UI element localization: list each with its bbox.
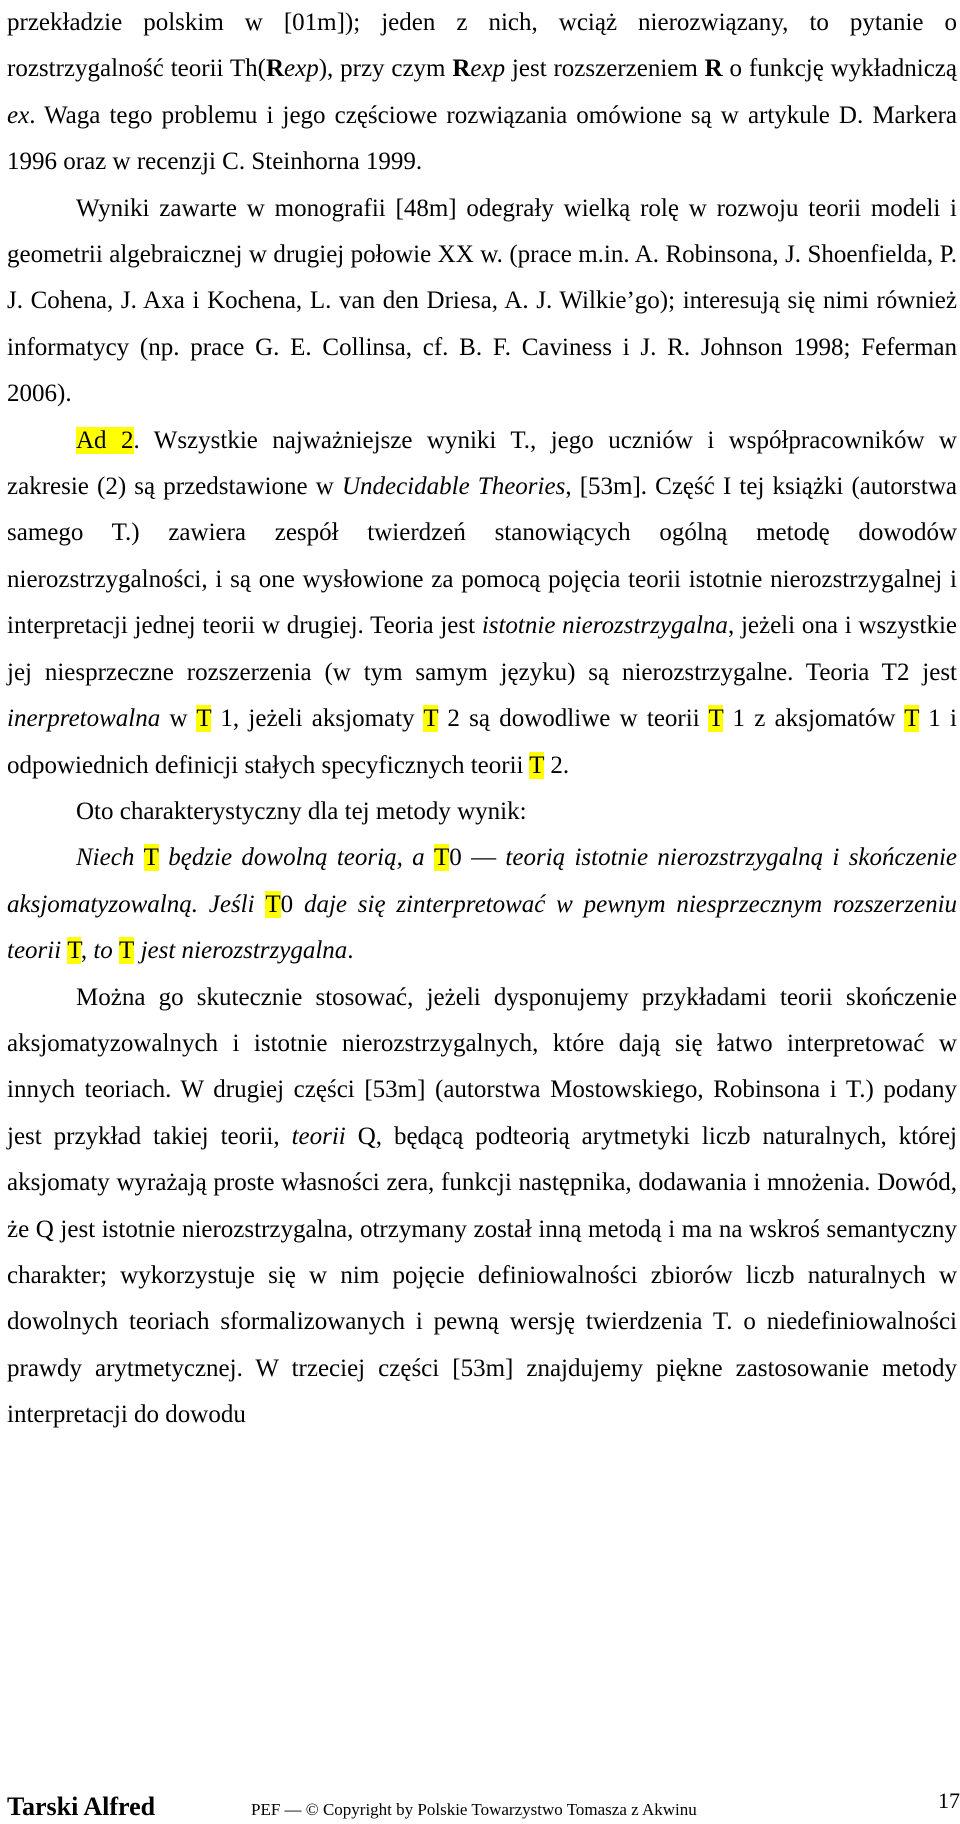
italic-text: daje się zinterpretować w pewnym niesprzecznym rozszerzeniu teorii bbox=[7, 890, 958, 965]
text-run: 2. bbox=[544, 751, 570, 779]
article-body bbox=[7, 0, 957, 1439]
footer-author: Tarski Alfred bbox=[7, 1792, 156, 1821]
italic-text: teorią istotnie nierozstrzygalną i skończenie aksjomatyzowalną. Jeśli bbox=[7, 844, 957, 918]
paragraph bbox=[7, 186, 957, 418]
text-run: Q, będącą podteorią arytmetyki liczb naturalnych, której aksjomaty wyrażają proste własności zera, funkcji następnika, dodawania i mnożenia. Dowód, że Q jest istotnie nierozstrzygalna, otrzymany został inną metodą i ma na wskroś semantyczny charakter; wykorzystuje się w nim pojęcie definiowalności zbiorów liczb naturalnych w dowolnych teoriach sformalizowanych i pewną wersję twierdzenia T. o niedefiniowalności prawdy arytmetycznej. W trzeciej części [53m] znajdujemy piękne zastosowanie metody interpretacji do dowodu bbox=[7, 1122, 957, 1429]
text-run: o funkcję wykładniczą bbox=[722, 55, 957, 83]
text-run: 1 z aksjomatów bbox=[723, 705, 905, 733]
highlighted-text: T bbox=[67, 937, 81, 965]
paragraph bbox=[7, 835, 957, 974]
highlighted-text: T bbox=[265, 890, 281, 918]
italic-text: będzie dowolną teorią, a bbox=[158, 844, 434, 872]
text-run: 0 bbox=[280, 890, 304, 918]
highlighted-text: Ad 2 bbox=[76, 426, 134, 454]
page-number: 17 bbox=[938, 1788, 960, 1813]
paragraph bbox=[7, 418, 957, 789]
text-run: Można go skutecznie stosować, jeżeli dysponujemy przykładami teorii skończenie aksjomatyzowalnych i istotnie nierozstrzygalnych, które dają się łatwo interpretować w innych teoriach. W drugiej części [53m] (autorstwa Mostowskiego, Robinsona i T.) podany jest przykład takiej teorii, bbox=[7, 983, 957, 1150]
highlighted-text: T bbox=[143, 844, 159, 872]
bold-text: R bbox=[265, 55, 285, 83]
text-run: w bbox=[160, 705, 197, 733]
highlighted-text: T bbox=[433, 844, 450, 872]
italic-text: exp bbox=[284, 55, 319, 83]
text-run: . Waga tego problemu i jego częściowe rozwiązania omówione są w artykule D. Markera 1996 oraz w recenzji C. Steinhorna 1999. bbox=[7, 101, 957, 176]
italic-text: to bbox=[93, 937, 120, 965]
italic-text: exp bbox=[470, 55, 506, 83]
text-run: , [53m]. Część I tej książki (autorstwa samego T.) zawiera zespół twierdzeń stanowiących ogólną metodę dowodów nierozstrzygalności, i są one wysłowione za pomocą pojęcia teorii istotnie nierozstrzygalnej i interpretacji jednej teorii w drugiej. Teoria jest bbox=[7, 473, 958, 640]
highlighted-text: T bbox=[529, 751, 545, 779]
text-run: 2 są dowodliwe w teorii bbox=[438, 705, 709, 733]
italic-text: teorii bbox=[291, 1122, 346, 1150]
highlighted-text: T bbox=[196, 705, 212, 733]
text-run: . bbox=[347, 937, 354, 965]
paragraph bbox=[7, 0, 957, 186]
text-run: , bbox=[80, 937, 94, 965]
text-run: 0 — bbox=[449, 844, 506, 872]
highlighted-text: T bbox=[708, 705, 724, 733]
text-run: . Wszystkie najważniejsze wyniki T., jego uczniów i współpracowników w zakresie (2) są przedstawione w bbox=[7, 426, 957, 501]
page-footer bbox=[7, 1788, 960, 1824]
highlighted-text: T bbox=[904, 705, 920, 733]
text-run: Oto charakterystyczny dla tej metody wynik: bbox=[76, 797, 527, 825]
text-run: jest rozszerzeniem bbox=[505, 55, 705, 83]
italic-text: inerpretowalna bbox=[7, 705, 161, 733]
italic-text: ex bbox=[7, 101, 30, 129]
text-run: 1 i odpowiednich definicji stałych specyficznych teorii bbox=[7, 705, 957, 779]
text-run: przekładzie polskim w [01m]); jeden z nich, wciąż nierozwiązany, to pytanie o rozstrzygalność teorii Th( bbox=[7, 9, 957, 83]
bold-text: R bbox=[452, 55, 471, 83]
paragraph bbox=[7, 975, 957, 1439]
italic-text: Undecidable Theories bbox=[341, 473, 566, 501]
bold-text: R bbox=[704, 55, 723, 83]
text-run: ), przy czym bbox=[318, 55, 453, 83]
italic-text: jest nierozstrzygalna bbox=[134, 937, 348, 965]
text-run: Wyniki zawarte w monografii [48m] odegrały wielką rolę w rozwoju teorii modeli i geometrii algebraicznej w drugiej połowie XX w. (prace m.in. A. Robinsona, J. Shoenfielda, P. J. Cohena, J. Axa i Kochena, L. van den Driesa, A. J. Wilkie’go); interesują się nimi również informatycy (np. prace G. E. Collinsa, cf. B. F. Caviness i J. R. Johnson 1998; Feferman 2006). bbox=[7, 194, 957, 408]
italic-text: istotnie nierozstrzygalna bbox=[481, 612, 728, 640]
highlighted-text: T bbox=[423, 705, 439, 733]
paragraph bbox=[7, 789, 957, 835]
text-run: 1, jeżeli aksjomaty bbox=[211, 705, 424, 733]
highlighted-text: T bbox=[119, 937, 135, 965]
footer-copyright: PEF — © Copyright by Polskie Towarzystwo Tomasza z Akwinu bbox=[251, 1800, 697, 1819]
italic-text: Niech bbox=[76, 844, 144, 872]
text-run: , jeżeli ona i wszystkie jej niesprzeczne rozszerzenia (w tym samym języku) są nierozstrzygalne. Teoria T2 jest bbox=[7, 612, 957, 686]
